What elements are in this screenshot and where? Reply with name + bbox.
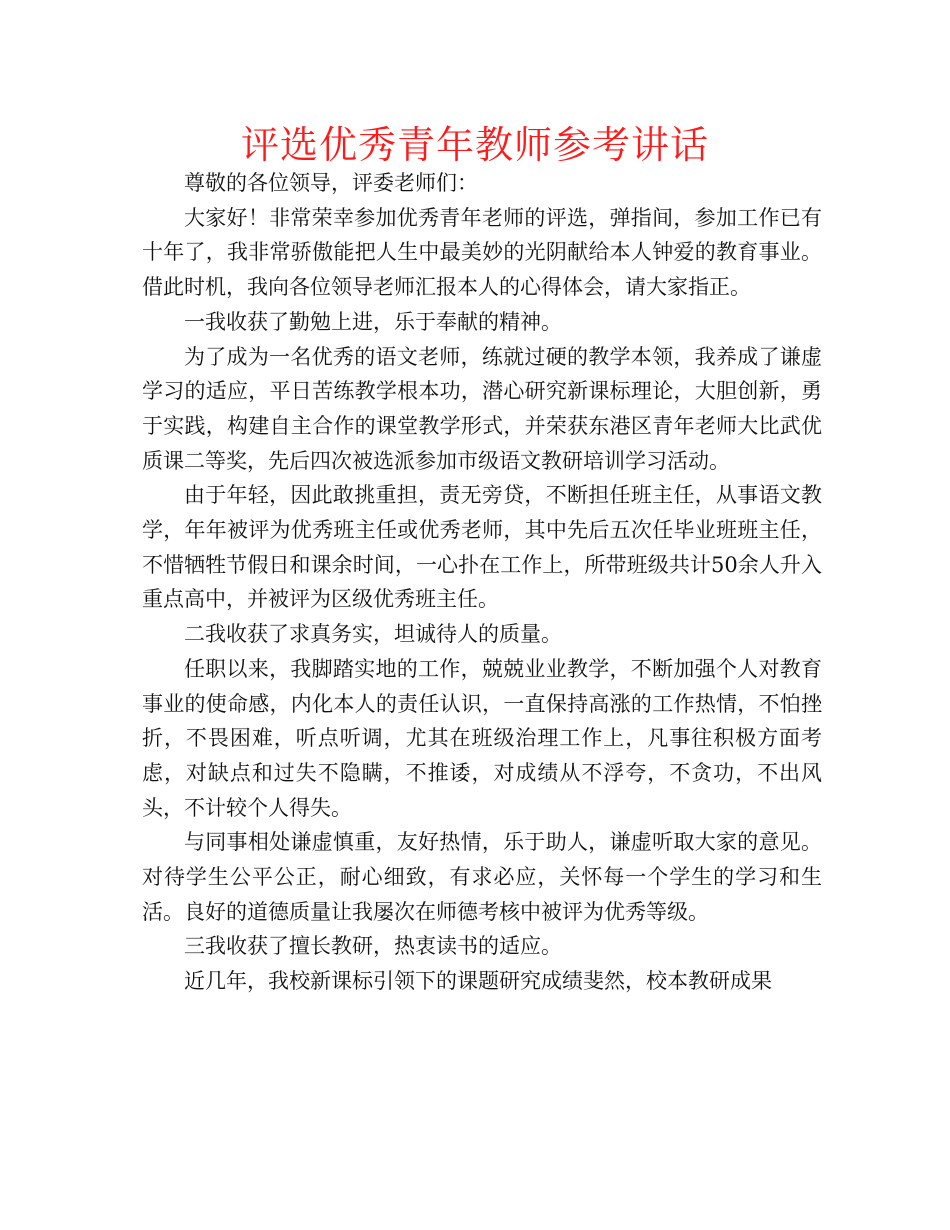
- section-heading-1: 一我收获了勤勉上进，乐于奉献的精神。: [184, 309, 562, 334]
- section-heading-2: 二我收获了求真务实，坦诚待人的质量。: [184, 622, 562, 647]
- paragraph: 与同事相处谦虚慎重，友好热情，乐于助人，谦虚听取大家的意见。对待学生公平公正，耐心细致，有求必应，关怀每一个学生的学习和生活。良好的道德质量让我屡次在师德考核中被评为优秀等级。: [142, 830, 822, 924]
- document-title: 评选优秀青年教师参考讲话: [240, 123, 709, 167]
- paragraph: 近几年，我校新课标引领下的课题研究成绩斐然，校本教研成果: [184, 969, 772, 994]
- paragraph-salutation: 尊敬的各位领导，评委老师们：: [184, 171, 478, 195]
- section-heading-3: 三我收获了擅长教研，热衷读书的适应。: [184, 934, 562, 959]
- paragraph: 由于年轻，因此敢挑重担，责无旁贷，不断担任班主任，从事语文教学，年年被评为优秀班主任或优秀老师，其中先后五次任毕业班班主任，不惜牺牲节假日和课余时间，一心扑在工作上，所带班级共计50余人升入重点高中，并被评为区级优秀班主任。: [142, 483, 822, 612]
- paragraph: 为了成为一名优秀的语文老师，练就过硬的教学本领，我养成了谦虚学习的适应，平日苦练教学根本功，潜心研究新课标理论，大胆创新，勇于实践，构建自主合作的课堂教学形式，并荣获东港区青年老师大比武优质课二等奖，先后四次被选派参加市级语文教研培训学习活动。: [142, 344, 822, 473]
- paragraph: 任职以来，我脚踏实地的工作，兢兢业业教学，不断加强个人对教育事业的使命感，内化本人的责任认识，一直保持高涨的工作热情，不怕挫折，不畏困难，听点听调，尤其在班级治理工作上，凡事往积极方面考虑，对缺点和过失不隐瞒，不推诿，对成绩从不浮夸，不贪功，不出风头，不计较个人得失。: [142, 656, 822, 820]
- paragraph-greeting: 大家好！非常荣幸参加优秀青年老师的评选，弹指间，参加工作已有十年了，我非常骄傲能把人生中最美妙的光阴献给本人钟爱的教育事业。借此时机，我向各位领导老师汇报本人的心得体会，请大家指正。: [142, 205, 822, 300]
- document-body: [142, 166, 822, 999]
